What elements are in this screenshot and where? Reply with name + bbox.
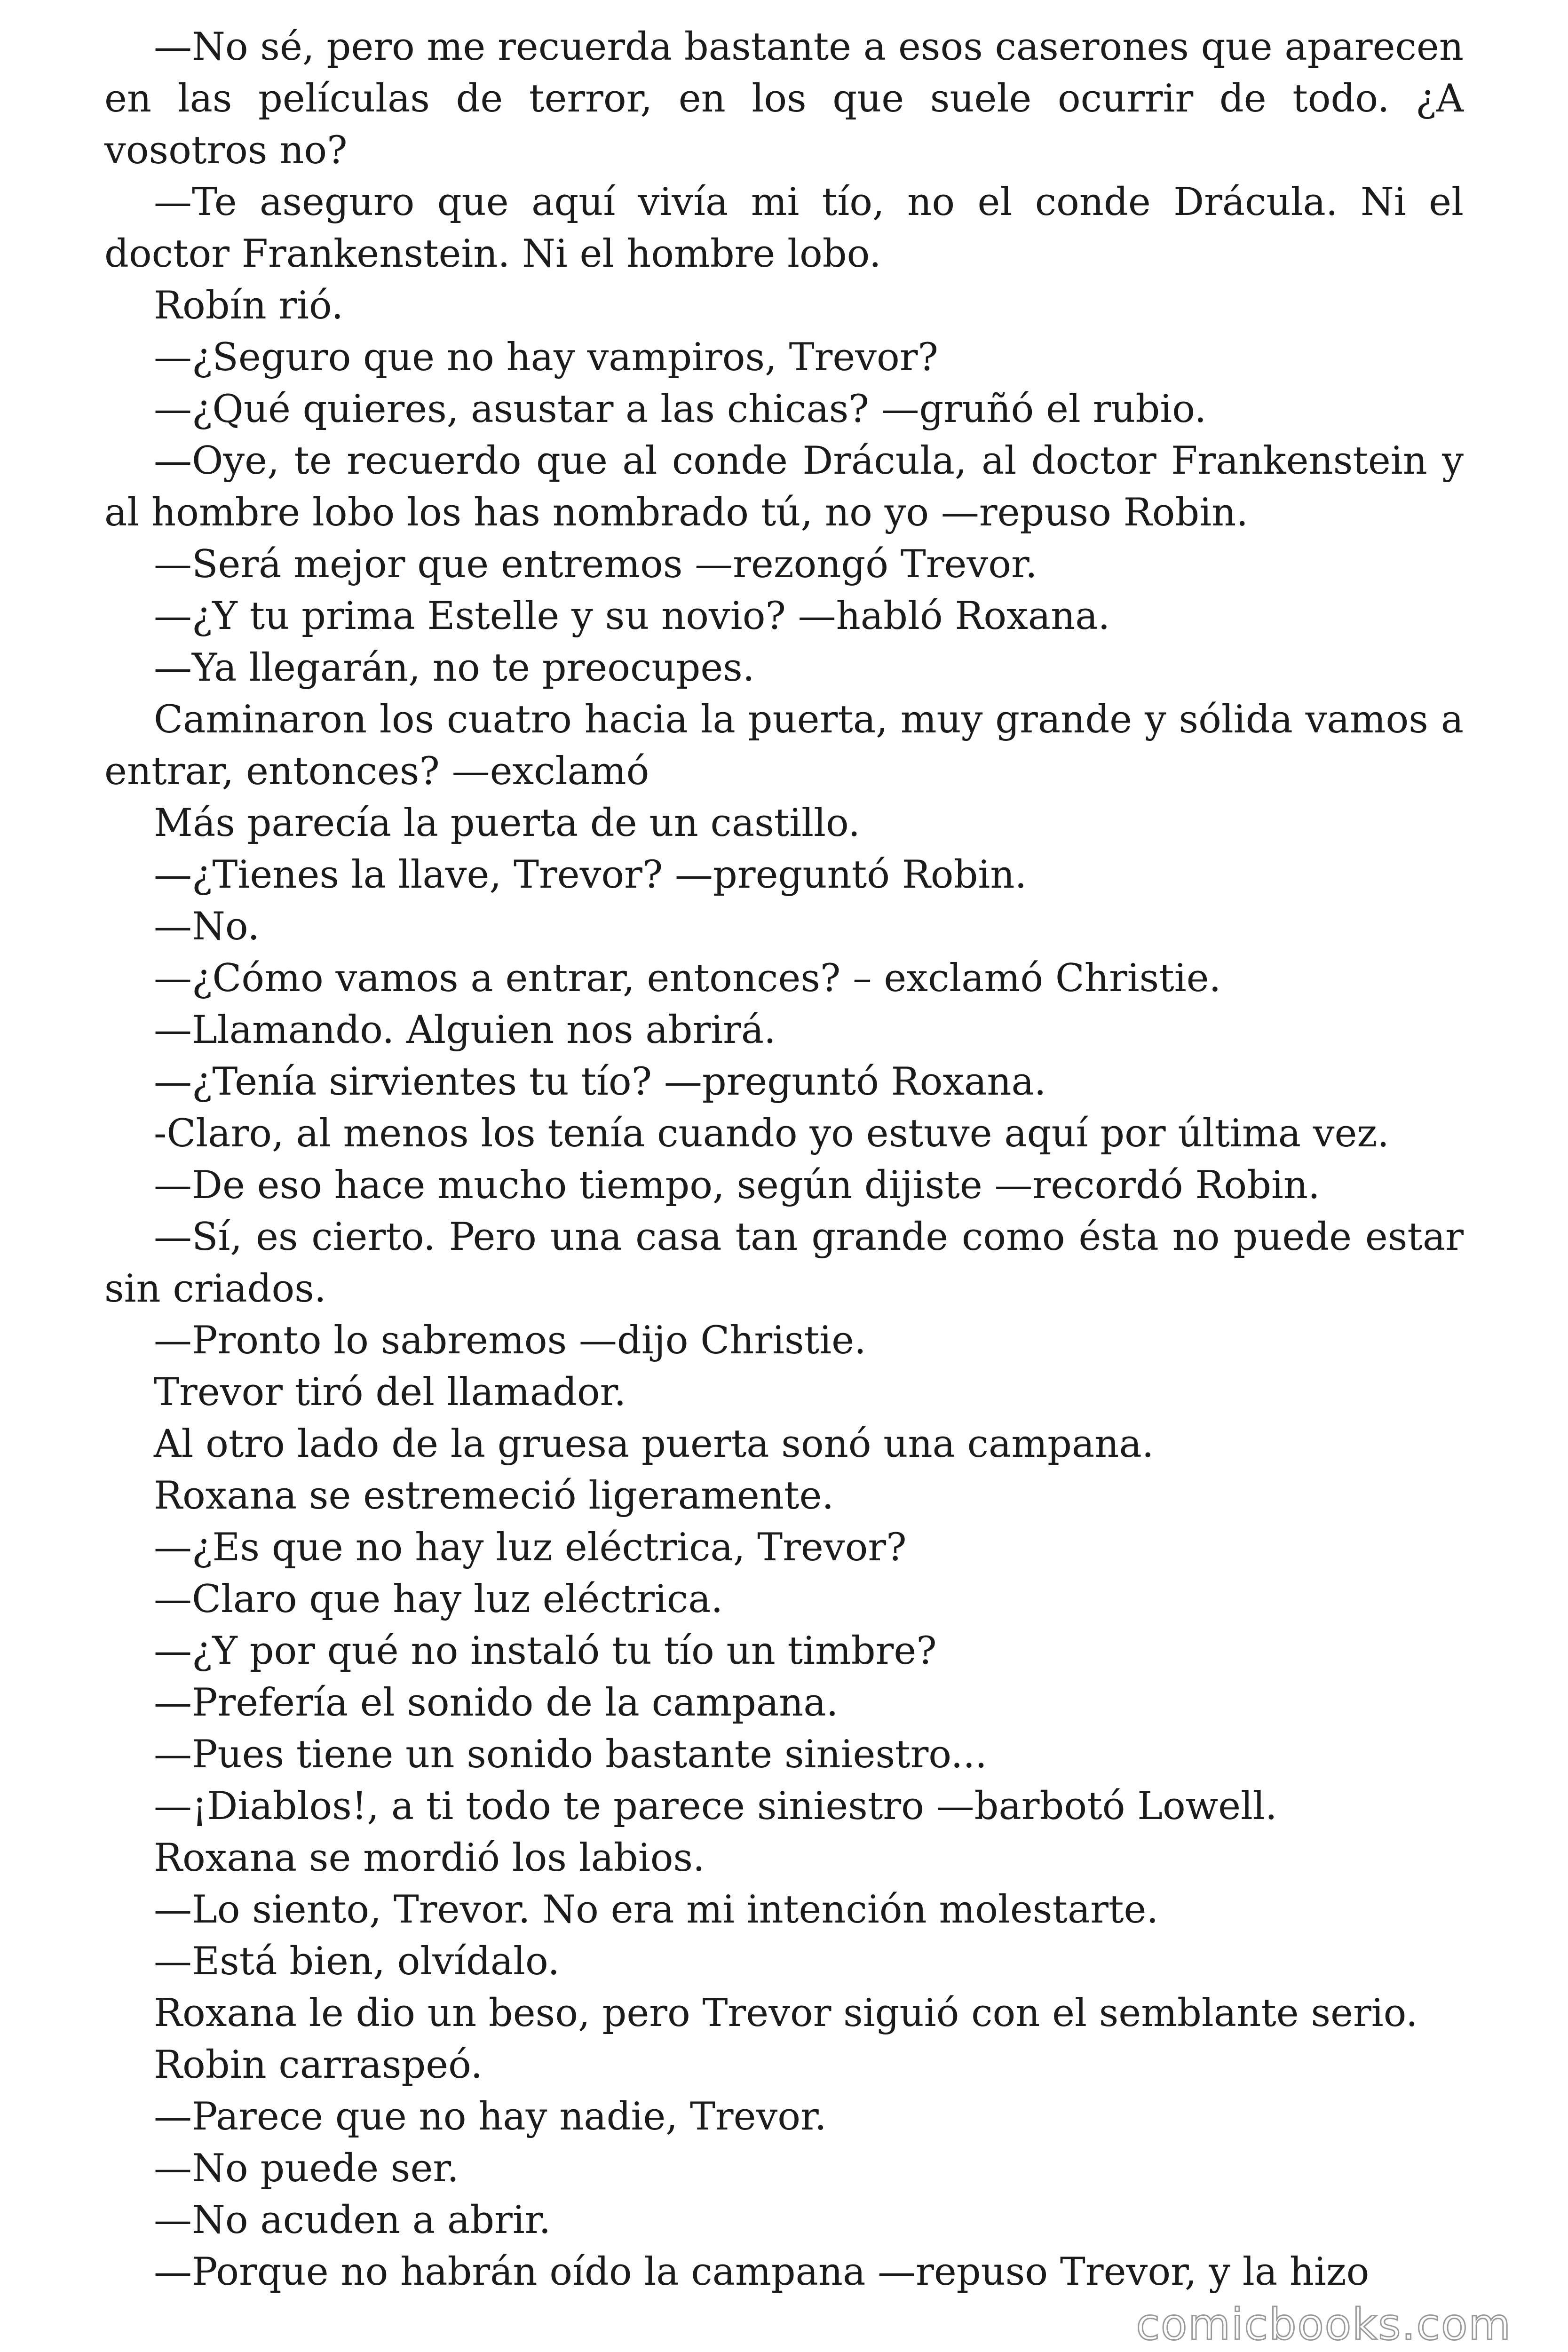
paragraph: Robin carraspeó. xyxy=(154,2043,483,2087)
watermark-text: comicbooks.com xyxy=(1136,2299,1512,2350)
paragraph: —Está bien, olvídalo. xyxy=(154,1939,560,1984)
paragraph: —¿Tenía sirvientes tu tío? —preguntó Roxana. xyxy=(154,1060,1046,1104)
paragraph: —Te aseguro que aquí vivía mi tío, no el conde Drácula. Ni el doctor Frankenstein. Ni el hombre lobo. xyxy=(104,180,1464,276)
paragraph: —Pronto lo sabremos —dijo Christie. xyxy=(154,1319,866,1363)
paragraph: —Porque no habrán oído la campana —repuso Trevor, y la hizo xyxy=(154,2250,1370,2294)
paragraph: —¿Seguro que no hay vampiros, Trevor? xyxy=(154,335,938,380)
paragraph: —Oye, te recuerdo que al conde Drácula, al doctor Frankenstein y al hombre lobo los has nombrado tú, no yo —repuso Robin. xyxy=(104,439,1464,535)
paragraph: —Parece que no hay nadie, Trevor. xyxy=(154,2095,827,2139)
paragraph: Roxana se mordió los labios. xyxy=(154,1836,705,1880)
paragraph: Robín rió. xyxy=(154,284,344,328)
paragraph: Más parecía la puerta de un castillo. xyxy=(154,801,861,845)
paragraph: —¿Qué quieres, asustar a las chicas? —gruñó el rubio. xyxy=(154,387,1207,431)
paragraph: —Lo siento, Trevor. No era mi intención molestarte. xyxy=(154,1888,1159,1932)
paragraph: —¿Y tu prima Estelle y su novio? —habló Roxana. xyxy=(154,594,1110,638)
paragraph: —¿Cómo vamos a entrar, entonces? – exclamó Christie. xyxy=(154,956,1221,1001)
paragraph: —No acuden a abrir. xyxy=(154,2198,551,2242)
paragraph: Roxana le dio un beso, pero Trevor siguió con el semblante serio. xyxy=(154,1991,1418,2035)
paragraph: Trevor tiró del llamador. xyxy=(154,1370,626,1414)
paragraph: —No puede ser. xyxy=(154,2146,459,2191)
paragraph: —Claro que hay luz eléctrica. xyxy=(154,1577,723,1621)
paragraph: —De eso hace mucho tiempo, según dijiste —recordó Robin. xyxy=(154,1163,1320,1208)
paragraph: —¿Tienes la llave, Trevor? —preguntó Robin. xyxy=(154,853,1027,897)
paragraph: —Sí, es cierto. Pero una casa tan grande como ésta no puede estar sin criados. xyxy=(104,1215,1464,1311)
paragraph: —Será mejor que entremos —rezongó Trevor. xyxy=(154,542,1037,587)
paragraph: —Pues tiene un sonido bastante siniestro... xyxy=(154,1732,987,1777)
paragraph: —No. xyxy=(154,905,260,949)
paragraph: —¡Diablos!, a ti todo te parece siniestro —barbotó Lowell. xyxy=(154,1784,1277,1828)
paragraph: -Claro, al menos los tenía cuando yo estuve aquí por última vez. xyxy=(154,1112,1389,1156)
paragraph: —Prefería el sonido de la campana. xyxy=(154,1681,839,1725)
paragraph: Caminaron los cuatro hacia la puerta, muy grande y sólida vamos a entrar, entonces? —exclamó xyxy=(104,698,1464,794)
paragraph: —Llamando. Alguien nos abrirá. xyxy=(154,1008,776,1052)
paragraph: Roxana se estremeció ligeramente. xyxy=(154,1474,834,1518)
book-page-text xyxy=(104,21,1464,2298)
paragraph: —¿Y por qué no instaló tu tío un timbre? xyxy=(154,1629,937,1673)
paragraph: —No sé, pero me recuerda bastante a esos caserones que aparecen en las películas de terror, en los que suele ocurrir de todo. ¿A vosotros no? xyxy=(104,25,1464,173)
paragraph: —Ya llegarán, no te preocupes. xyxy=(154,646,755,690)
paragraph: —¿Es que no hay luz eléctrica, Trevor? xyxy=(154,1526,907,1570)
paragraph: Al otro lado de la gruesa puerta sonó una campana. xyxy=(154,1422,1154,1466)
